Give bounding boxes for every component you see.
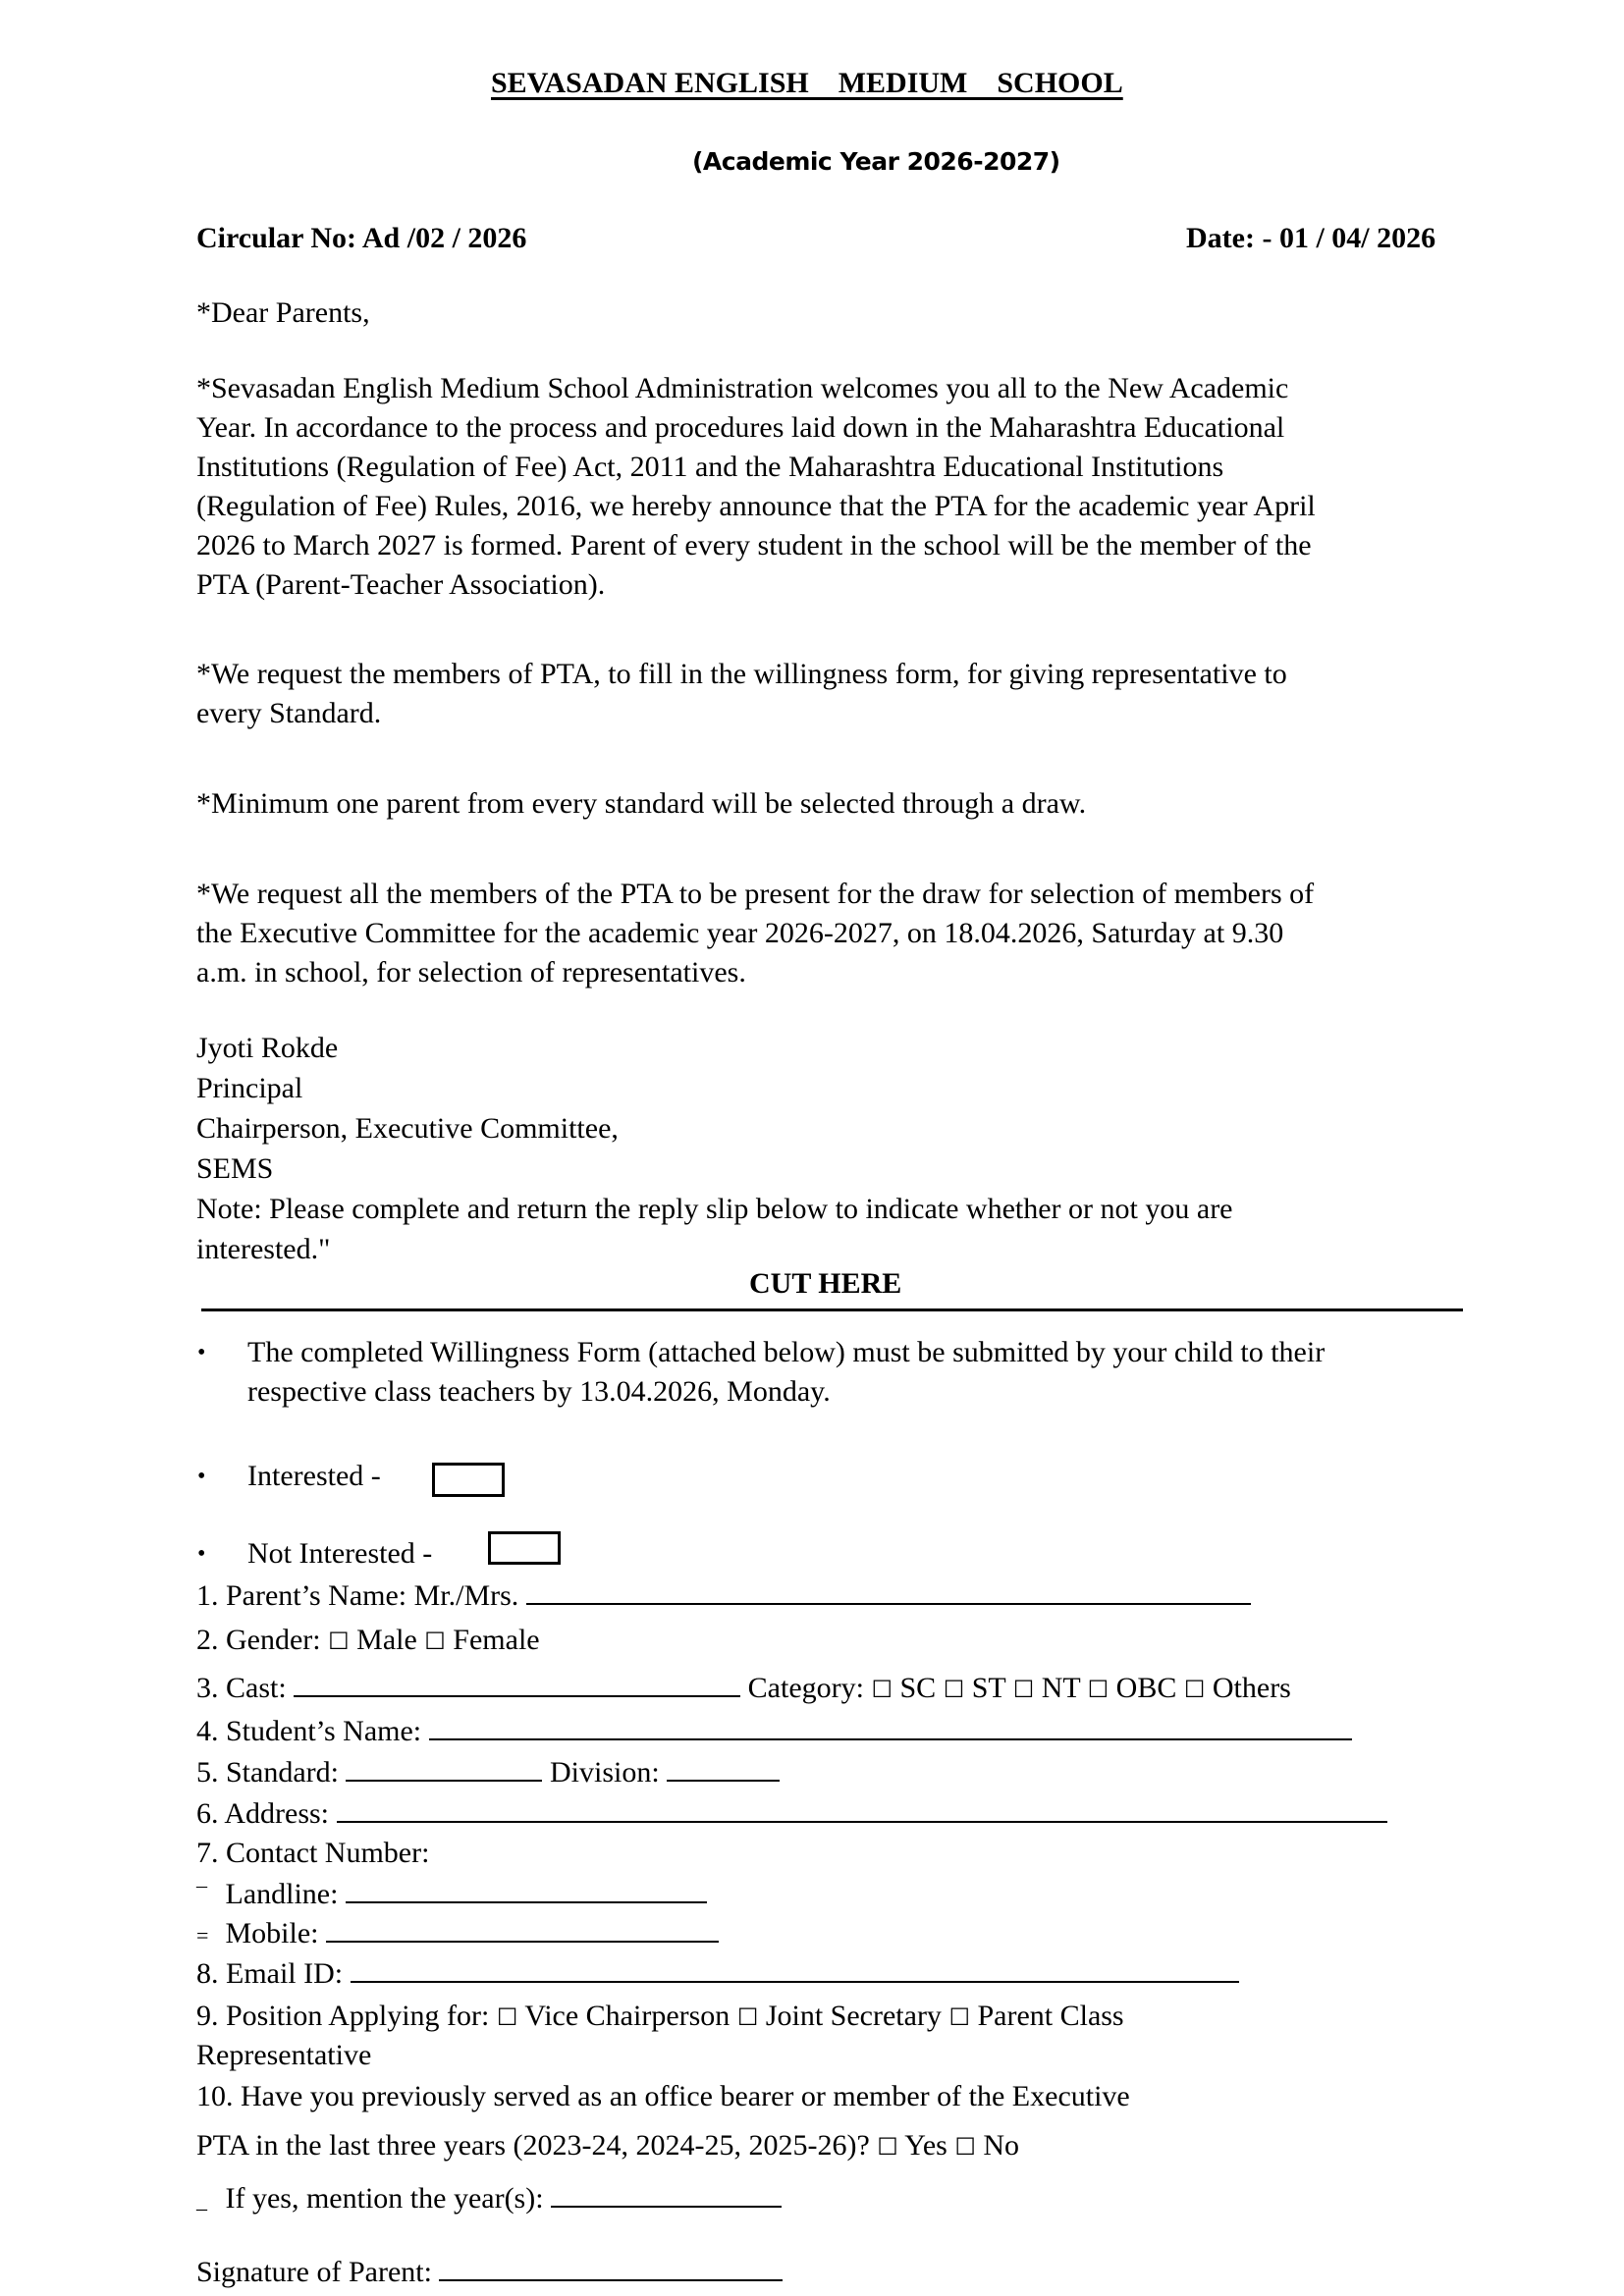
parent-name-field[interactable] xyxy=(526,1579,1251,1605)
q10-question: PTA in the last three years (2023-24, 2024-25, 2025-26)? xyxy=(196,2129,870,2162)
checkbox-no[interactable]: ☐ xyxy=(954,2133,976,2161)
years-served-field[interactable] xyxy=(551,2182,782,2208)
signatory-name: Jyoti Rokde xyxy=(196,1032,339,1064)
standard-field[interactable] xyxy=(346,1756,542,1782)
option-sc-label: SC xyxy=(899,1672,937,1704)
checkbox-male[interactable]: ☐ xyxy=(328,1628,350,1655)
circular-number: Circular No: Ad /02 / 2026 xyxy=(196,222,527,254)
paragraph-line: every Standard. xyxy=(196,697,382,729)
q10-line2 xyxy=(196,2131,1019,2161)
paragraph-line: 2026 to March 2027 is formed. Parent of every student in the school will be the member of the xyxy=(196,529,1312,561)
q10-line1: 10. Have you previously served as an office bearer or member of the Executive xyxy=(196,2080,1130,2112)
cast-field[interactable] xyxy=(294,1672,740,1697)
interested-checkbox[interactable] xyxy=(432,1463,505,1497)
category-label: Category: xyxy=(747,1672,864,1704)
landline-label: Landline: xyxy=(225,1878,339,1910)
signatory-title: Principal xyxy=(196,1072,303,1104)
cut-here-label: CUT HERE xyxy=(749,1267,902,1300)
q10-followup xyxy=(196,2182,782,2215)
parent-signature xyxy=(196,2256,783,2288)
checkbox-female[interactable]: ☐ xyxy=(424,1628,446,1655)
signatory-org: SEMS xyxy=(196,1152,274,1185)
option-yes-label: Yes xyxy=(904,2129,947,2162)
paragraph-line: (Regulation of Fee) Rules, 2016, we hereby announce that the PTA for the academic year April xyxy=(196,490,1316,522)
interested-label: Interested - xyxy=(247,1460,381,1492)
note-line: interested." xyxy=(196,1233,331,1265)
q7-mobile xyxy=(196,1917,719,1947)
paragraph-draw-selection: *Minimum one parent from every standard will be selected through a draw. xyxy=(196,787,1087,820)
paragraph-line: Year. In accordance to the process and procedures laid down in the Maharashtra Educational xyxy=(196,411,1285,444)
option-others-label: Others xyxy=(1212,1672,1291,1704)
q8-email xyxy=(196,1957,1239,1990)
dash-marker-icon: _ xyxy=(196,2188,207,2213)
q7-contact-label: 7. Contact Number: xyxy=(196,1837,430,1869)
option-nt-label: NT xyxy=(1041,1672,1081,1704)
q4-label: 4. Student’s Name: xyxy=(196,1715,422,1747)
option-no-label: No xyxy=(983,2129,1020,2162)
q2-label: 2. Gender: xyxy=(196,1624,321,1656)
checkbox-nt[interactable]: ☐ xyxy=(1012,1676,1035,1703)
landline-field[interactable] xyxy=(346,1878,707,1903)
paragraph-line: the Executive Committee for the academic year 2026-2027, on 18.04.2026, Saturday at 9.30 xyxy=(196,917,1284,949)
instruction-line: The completed Willingness Form (attached below) must be submitted by your child to their xyxy=(247,1336,1326,1368)
option-parent-class-label: Parent Class xyxy=(977,2000,1124,2032)
email-field[interactable] xyxy=(351,1957,1239,1983)
paragraph-line: *We request all the members of the PTA to be present for the draw for selection of members of xyxy=(196,878,1315,910)
q5-label: 5. Standard: xyxy=(196,1756,339,1789)
student-name-field[interactable] xyxy=(429,1715,1352,1740)
option-female-label: Female xyxy=(453,1624,540,1656)
q3-label: 3. Cast: xyxy=(196,1672,287,1704)
q9-label: 9. Position Applying for: xyxy=(196,2000,490,2032)
option-male-label: Male xyxy=(356,1624,417,1656)
dash-marker-icon: = xyxy=(196,1923,209,1948)
option-vice-chairperson-label: Vice Chairperson xyxy=(524,2000,731,2032)
q1-parent-name xyxy=(196,1579,1251,1612)
bullet-icon: • xyxy=(197,1464,206,1489)
q1-label: 1. Parent’s Name: Mr./Mrs. xyxy=(196,1579,519,1612)
signature-label: Signature of Parent: xyxy=(196,2256,432,2288)
checkbox-yes[interactable]: ☐ xyxy=(877,2133,898,2161)
q6-label: 6. Address: xyxy=(196,1797,329,1830)
not-interested-checkbox[interactable] xyxy=(488,1531,561,1565)
salutation: *Dear Parents, xyxy=(196,296,370,329)
paragraph-line: *We request the members of PTA, to fill in the willingness form, for giving representative to xyxy=(196,658,1287,690)
option-obc-label: OBC xyxy=(1115,1672,1177,1704)
paragraph-line: a.m. in school, for selection of representatives. xyxy=(196,956,746,988)
cut-line-divider xyxy=(201,1308,1463,1311)
checkbox-others[interactable]: ☐ xyxy=(1183,1676,1206,1703)
bullet-icon: • xyxy=(197,1541,206,1567)
not-interested-label: Not Interested - xyxy=(247,1537,433,1570)
circular-date: Date: - 01 / 04/ 2026 xyxy=(1186,222,1436,254)
option-st-label: ST xyxy=(971,1672,1006,1704)
option-joint-secretary-label: Joint Secretary xyxy=(765,2000,942,2032)
mobile-field[interactable] xyxy=(326,1917,719,1943)
q4-student-name xyxy=(196,1715,1352,1747)
checkbox-st[interactable]: ☐ xyxy=(943,1676,965,1703)
checkbox-parent-class-representative[interactable]: ☐ xyxy=(948,2003,970,2031)
bullet-icon: • xyxy=(197,1340,206,1365)
checkbox-sc[interactable]: ☐ xyxy=(871,1676,893,1703)
instruction-line: respective class teachers by 13.04.2026, Monday. xyxy=(247,1375,831,1408)
q9-continuation: Representative xyxy=(196,2039,372,2071)
school-name-title: SEVASADAN ENGLISH MEDIUM SCHOOL xyxy=(491,67,1123,99)
checkbox-joint-secretary[interactable]: ☐ xyxy=(736,2003,759,2031)
paragraph-line: PTA (Parent-Teacher Association). xyxy=(196,568,606,601)
q5-standard-division xyxy=(196,1756,780,1789)
followup-label: If yes, mention the year(s): xyxy=(225,2182,544,2215)
q8-label: 8. Email ID: xyxy=(196,1957,344,1990)
q3-cast-category xyxy=(196,1672,1291,1704)
division-label: Division: xyxy=(549,1756,660,1789)
checkbox-obc[interactable]: ☐ xyxy=(1087,1676,1110,1703)
checkbox-vice-chairperson[interactable]: ☐ xyxy=(496,2003,518,2031)
q9-position xyxy=(196,2002,1124,2031)
paragraph-line: Institutions (Regulation of Fee) Act, 2011 and the Maharashtra Educational Institutions xyxy=(196,451,1224,483)
academic-year: (Academic Year 2026-2027) xyxy=(692,147,1060,176)
q7-landline xyxy=(196,1878,707,1910)
q6-address xyxy=(196,1797,1387,1830)
division-field[interactable] xyxy=(667,1756,780,1782)
signature-field[interactable] xyxy=(439,2256,783,2281)
q2-gender xyxy=(196,1626,540,1655)
note-line: Note: Please complete and return the reply slip below to indicate whether or not you are xyxy=(196,1193,1233,1225)
address-field[interactable] xyxy=(337,1797,1387,1823)
mobile-label: Mobile: xyxy=(225,1917,319,1949)
paragraph-line: *Sevasadan English Medium School Administration welcomes you all to the New Academic xyxy=(196,372,1289,404)
dash-marker-icon: ¯ xyxy=(196,1884,207,1908)
signatory-role: Chairperson, Executive Committee, xyxy=(196,1112,619,1145)
